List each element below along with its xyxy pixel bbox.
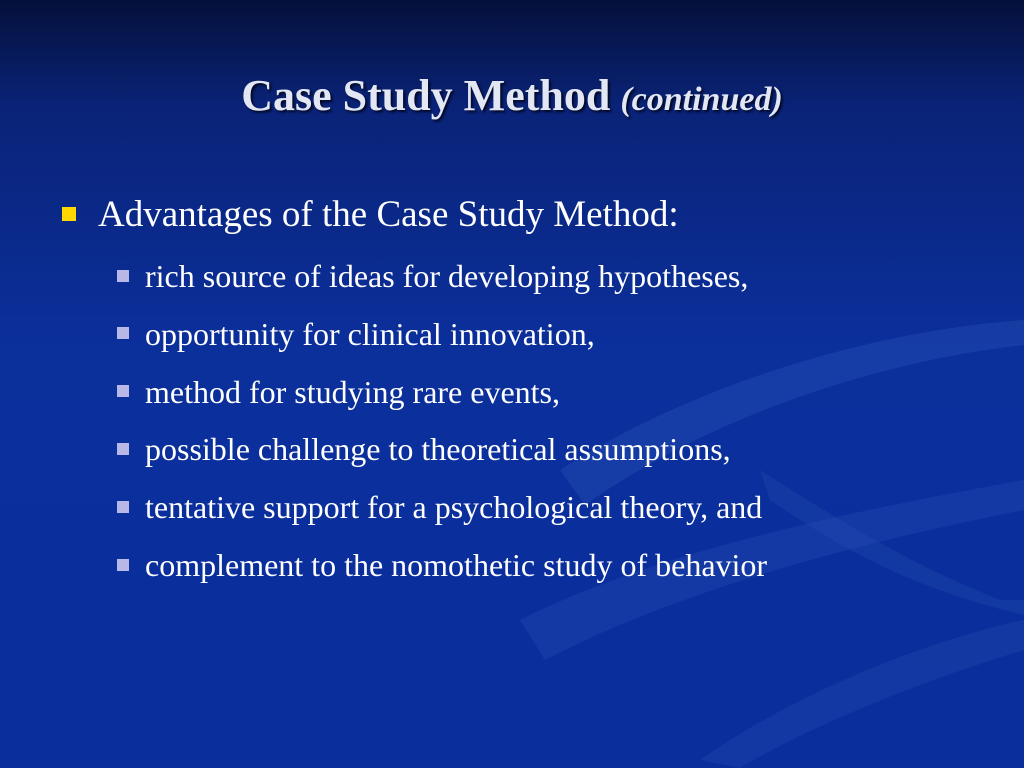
- square-bullet-icon: [117, 559, 129, 571]
- square-bullet-icon: [117, 501, 129, 513]
- main-bullet-text: Advantages of the Case Study Method:: [98, 194, 679, 235]
- sub-bullet-item: [117, 423, 767, 481]
- main-bullet-item: [62, 191, 679, 239]
- sub-bullet-item: [117, 539, 767, 597]
- sub-bullet-item: [117, 366, 767, 424]
- sub-bullet-text: method for studying rare events,: [145, 373, 560, 410]
- sub-bullet-item: [117, 250, 767, 308]
- sub-bullet-text: rich source of ideas for developing hypotheses,: [145, 258, 749, 294]
- sub-bullet-text: opportunity for clinical innovation,: [145, 315, 595, 352]
- sub-bullet-text: tentative support for a psychological theory, and: [145, 489, 763, 526]
- slide-title: [0, 68, 1024, 128]
- square-bullet-icon: [117, 443, 129, 455]
- sub-bullet-list: [117, 250, 767, 597]
- sub-bullet-item: [117, 308, 767, 366]
- square-bullet-icon: [62, 207, 76, 221]
- square-bullet-icon: [117, 385, 129, 397]
- sub-bullet-text: complement to the nomothetic study of behavior: [145, 546, 768, 583]
- sub-bullet-item: [117, 481, 767, 539]
- title-suffix: (continued): [620, 81, 783, 118]
- sub-bullet-text: possible challenge to theoretical assumptions,: [145, 431, 731, 468]
- square-bullet-icon: [117, 270, 129, 282]
- title-main: Case Study Method: [241, 71, 611, 120]
- square-bullet-icon: [117, 327, 129, 339]
